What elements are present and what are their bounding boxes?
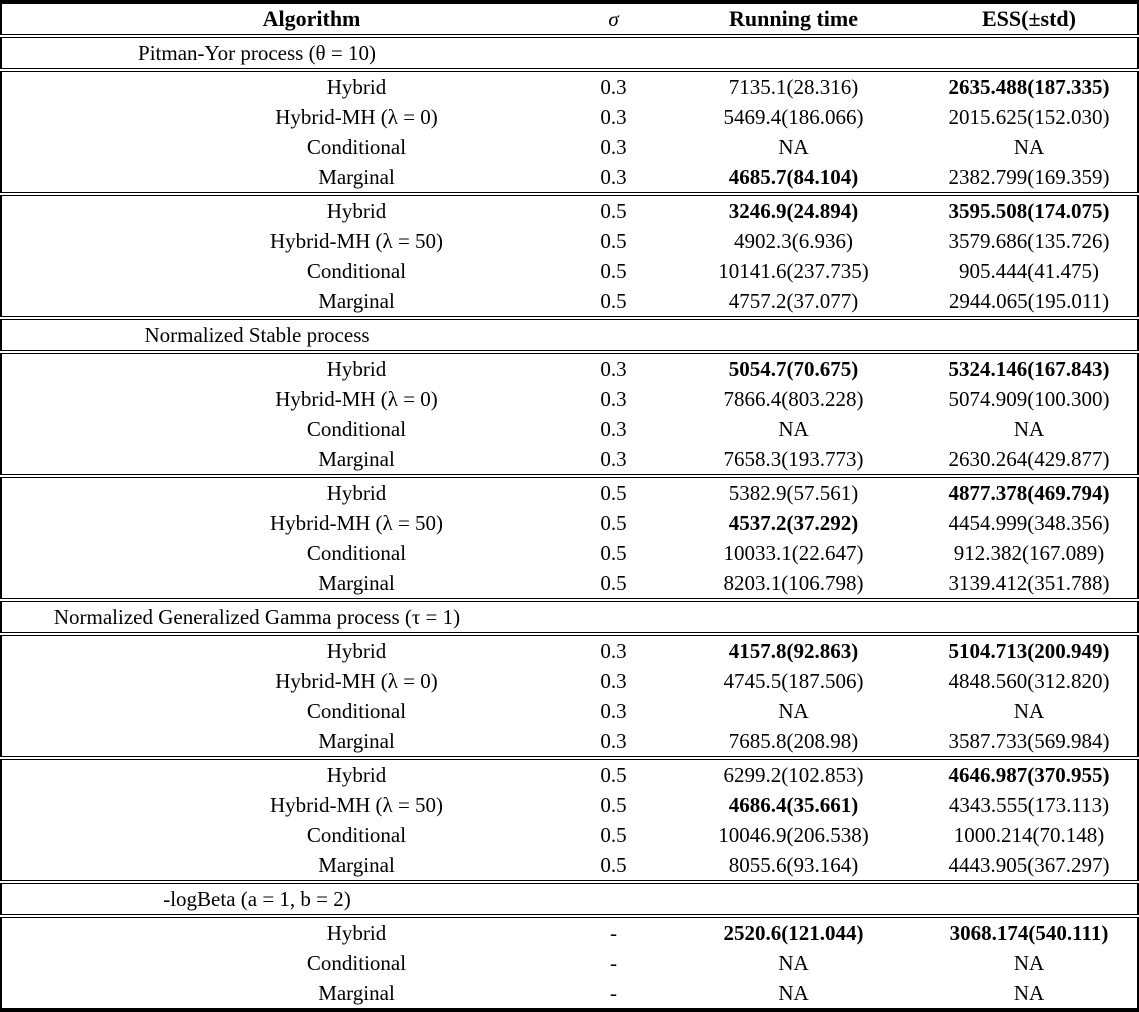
algorithm-cell: Marginal	[318, 165, 395, 189]
running-time-cell: 2520.6(121.044)	[723, 921, 864, 945]
algorithm-cell: Hybrid	[1, 194, 561, 226]
ess-cell: 912.382(167.089)	[953, 541, 1105, 565]
sigma-cell: 0.5	[600, 853, 627, 877]
sigma-cell: 0.5	[600, 823, 627, 847]
ess-cell: 3587.733(569.984)	[948, 729, 1110, 753]
section-title: Pitman-Yor process (θ = 10)	[138, 41, 376, 65]
section-title: Normalized Stable process	[144, 323, 370, 347]
sigma-cell: 0.3	[600, 447, 627, 471]
ess-cell: 5104.713(200.949)	[948, 639, 1110, 663]
sigma-cell: -	[610, 921, 617, 945]
ess-cell: 5074.909(100.300)	[948, 387, 1110, 411]
section-cell	[1, 600, 1138, 634]
table-row	[1, 850, 1138, 882]
section-title: Normalized Generalized Gamma process (τ = 1)	[53, 605, 461, 629]
running-time-cell: NA	[778, 417, 809, 441]
ess-cell: NA	[1013, 981, 1045, 1005]
algorithm-cell: Conditional	[306, 699, 407, 723]
ess-cell: 3579.686(135.726)	[948, 229, 1110, 253]
table-row	[1, 820, 1138, 850]
algorithm-cell: Hybrid-MH (λ = 0)	[275, 669, 438, 693]
table-row	[1, 384, 1138, 414]
col-header-sigma: σ	[561, 2, 666, 36]
table-row	[1, 568, 1138, 600]
ess-cell: 1000.214(70.148)	[953, 823, 1105, 847]
table-row	[1, 758, 1138, 790]
ess-cell: 4443.905(367.297)	[948, 853, 1110, 877]
ess-cell: 3068.174(540.111)	[949, 921, 1109, 945]
table-body	[1, 36, 1138, 1010]
section-title: -logBeta (a = 1, b = 2)	[163, 887, 351, 911]
algorithm-cell: Marginal	[318, 289, 395, 313]
col-header-ess: ESS(±std)	[921, 2, 1138, 36]
sigma-cell: 0.5	[600, 289, 627, 313]
sigma-cell: 0.5	[600, 511, 627, 535]
sigma-cell: 0.3	[600, 75, 627, 99]
ess-cell: NA	[1013, 699, 1045, 723]
algorithm-cell: Marginal	[318, 981, 395, 1005]
table-row	[1, 70, 1138, 102]
table-row	[1, 916, 1138, 948]
section-cell	[1, 882, 1138, 916]
ess-cell: 4877.378(469.794)	[921, 476, 1138, 508]
algorithm-cell: Hybrid	[1, 758, 561, 790]
section-row	[1, 600, 1138, 634]
ess-cell: NA	[1013, 135, 1045, 159]
running-time-cell: 8203.1(106.798)	[723, 571, 864, 595]
table-row	[1, 978, 1138, 1010]
running-time-cell: 7135.1(28.316)	[728, 75, 859, 99]
running-time-cell: NA	[778, 135, 809, 159]
sigma-cell: 0.3	[600, 135, 627, 159]
algorithm-cell: Conditional	[306, 541, 407, 565]
ess-cell: NA	[1013, 417, 1045, 441]
algorithm-cell: Hybrid	[326, 75, 387, 99]
running-time-cell: 7685.8(208.98)	[728, 729, 859, 753]
ess-cell: 2015.625(152.030)	[948, 105, 1110, 129]
running-time-cell: 10033.1(22.647)	[723, 541, 864, 565]
table-row	[1, 476, 1138, 508]
section-cell	[1, 36, 1138, 70]
sigma-cell: 0.5	[600, 571, 627, 595]
algorithm-cell: Hybrid-MH (λ = 0)	[275, 387, 438, 411]
ess-cell: 4646.987(370.955)	[921, 758, 1138, 790]
ess-cell: 905.444(41.475)	[959, 259, 1099, 283]
section-row	[1, 318, 1138, 352]
sigma-cell: 0.3	[600, 699, 627, 723]
running-time-cell: 10046.9(206.538)	[718, 823, 869, 847]
table-row	[1, 444, 1138, 476]
running-time-cell: 4685.7(84.104)	[728, 165, 859, 189]
algorithm-cell: Hybrid-MH (λ = 50)	[269, 229, 444, 253]
running-time-cell: 4686.4(35.661)	[728, 793, 859, 817]
running-time-cell: 4537.2(37.292)	[728, 511, 859, 535]
table-row	[1, 696, 1138, 726]
table-row	[1, 538, 1138, 568]
sigma-cell: -	[610, 981, 617, 1005]
sigma-cell: 0.5	[561, 758, 666, 790]
sigma-cell: 0.5	[600, 229, 627, 253]
table-row	[1, 162, 1138, 194]
sigma-cell: 0.3	[600, 105, 627, 129]
running-time-cell: 6299.2(102.853)	[666, 758, 921, 790]
running-time-cell: 4757.2(37.077)	[728, 289, 859, 313]
algorithm-cell: Conditional	[306, 259, 407, 283]
running-time-cell: 4157.8(92.863)	[728, 639, 859, 663]
ess-cell: 2944.065(195.011)	[948, 289, 1110, 313]
sigma-cell: 0.5	[561, 194, 666, 226]
table-row	[1, 194, 1138, 226]
table-row	[1, 132, 1138, 162]
sigma-cell: 0.5	[561, 476, 666, 508]
running-time-cell: NA	[778, 699, 809, 723]
algorithm-cell: Hybrid-MH (λ = 50)	[269, 511, 444, 535]
running-time-cell: 5054.7(70.675)	[728, 357, 859, 381]
running-time-cell: 4745.5(187.506)	[723, 669, 864, 693]
running-time-cell: NA	[778, 981, 809, 1005]
table-row	[1, 226, 1138, 256]
sigma-cell: 0.5	[600, 793, 627, 817]
sigma-cell: 0.3	[600, 165, 627, 189]
table-row	[1, 508, 1138, 538]
algorithm-cell: Hybrid	[326, 921, 387, 945]
algorithm-cell: Marginal	[318, 853, 395, 877]
ess-cell: 5324.146(167.843)	[948, 357, 1110, 381]
sigma-cell: 0.3	[600, 387, 627, 411]
sigma-cell: 0.3	[600, 417, 627, 441]
running-time-cell: 10141.6(237.735)	[718, 259, 869, 283]
algorithm-cell: Marginal	[318, 447, 395, 471]
ess-cell: 3139.412(351.788)	[948, 571, 1110, 595]
section-row	[1, 882, 1138, 916]
algorithm-cell: Conditional	[306, 951, 407, 975]
algorithm-cell: Marginal	[318, 571, 395, 595]
header-row	[1, 2, 1138, 36]
algorithm-cell: Hybrid-MH (λ = 0)	[275, 105, 438, 129]
table-row	[1, 256, 1138, 286]
running-time-cell: 4902.3(6.936)	[734, 229, 853, 253]
running-time-cell: 5382.9(57.561)	[666, 476, 921, 508]
ess-cell: NA	[1013, 951, 1045, 975]
col-header-algorithm: Algorithm	[1, 2, 561, 36]
running-time-cell: 8055.6(93.164)	[728, 853, 859, 877]
sigma-cell: 0.3	[600, 639, 627, 663]
table-row	[1, 726, 1138, 758]
sigma-cell: 0.3	[600, 669, 627, 693]
ess-cell: 2382.799(169.359)	[948, 165, 1110, 189]
sigma-cell: 0.5	[600, 541, 627, 565]
algorithm-cell: Hybrid	[326, 357, 387, 381]
algorithm-cell: Hybrid	[1, 476, 561, 508]
ess-cell: 2630.264(429.877)	[948, 447, 1110, 471]
sigma-cell: 0.5	[600, 259, 627, 283]
running-time-cell: 5469.4(186.066)	[723, 105, 864, 129]
algorithm-cell: Marginal	[318, 729, 395, 753]
table-row	[1, 414, 1138, 444]
algorithm-cell: Conditional	[306, 417, 407, 441]
running-time-cell: NA	[778, 951, 809, 975]
algorithm-cell: Hybrid-MH (λ = 50)	[269, 793, 444, 817]
running-time-cell: 7658.3(193.773)	[723, 447, 864, 471]
algorithm-cell: Hybrid	[326, 639, 387, 663]
running-time-cell: 7866.4(803.228)	[723, 387, 864, 411]
sigma-cell: 0.3	[600, 357, 627, 381]
section-cell	[1, 318, 1138, 352]
ess-cell: 4343.555(173.113)	[948, 793, 1110, 817]
table-row	[1, 634, 1138, 666]
running-time-cell: 3246.9(24.894)	[666, 194, 921, 226]
algorithm-cell: Conditional	[306, 135, 407, 159]
algorithm-cell: Conditional	[306, 823, 407, 847]
table-row	[1, 102, 1138, 132]
col-header-running-time: Running time	[666, 2, 921, 36]
table-row	[1, 352, 1138, 384]
ess-cell: 3595.508(174.075)	[921, 194, 1138, 226]
section-row	[1, 36, 1138, 70]
ess-cell: 4848.560(312.820)	[948, 669, 1110, 693]
sigma-cell: -	[610, 951, 617, 975]
sigma-cell: 0.3	[600, 729, 627, 753]
table-row	[1, 948, 1138, 978]
table-row	[1, 790, 1138, 820]
table-row	[1, 666, 1138, 696]
table-row	[1, 286, 1138, 318]
ess-cell: 2635.488(187.335)	[948, 75, 1110, 99]
ess-cell: 4454.999(348.356)	[948, 511, 1110, 535]
